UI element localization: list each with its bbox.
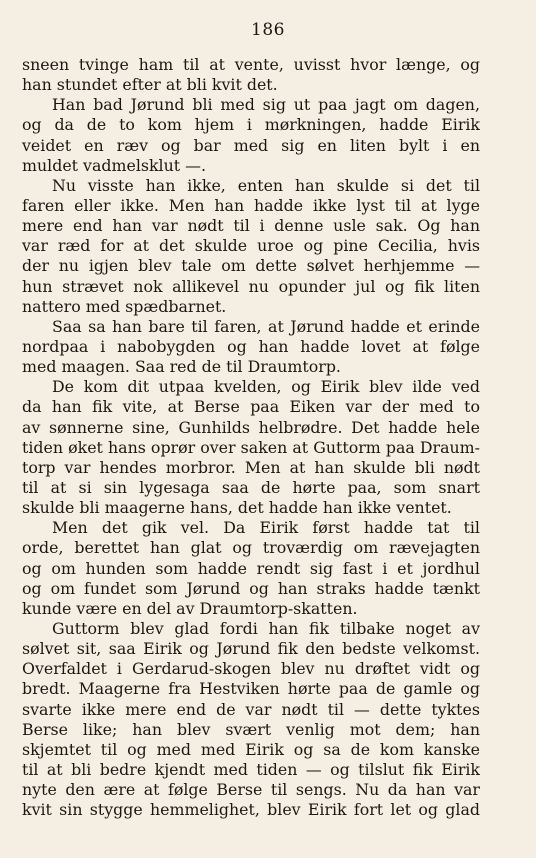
text-line: kvit sin stygge hemmelighet, blev Eirik fort let og glad	[22, 800, 480, 820]
text-line: Saa sa han bare til faren, at Jørund hadde et erinde	[52, 316, 480, 336]
text-line: skulde bli maagerne hans, det hadde han ikke ventet.	[22, 498, 452, 518]
text-line: Guttorm blev glad fordi han fik tilbake noget av	[52, 618, 480, 638]
text-line: kunde være en del av Draumtorp-skatten.	[22, 598, 358, 618]
text-line: mere end han var nødt til i denne usle sak. Og han	[22, 216, 480, 236]
text-line: og om hunden som hadde rendt sig fast i et jordhul	[22, 558, 480, 578]
text-line: faren eller ikke. Men han hadde ikke lyst til at lyge	[22, 195, 480, 215]
body-text	[22, 55, 480, 820]
text-line: Berse like; han blev svært venlig mot dem; han	[22, 719, 480, 739]
text-line: nattero med spædbarnet.	[22, 296, 227, 316]
text-line: av sønnerne sine, Gunhilds helbrødre. Det hadde hele	[22, 417, 480, 437]
text-line: til at bli bedre kjendt med tiden — og tilslut fik Eirik	[22, 759, 480, 779]
text-line: til at si sin lygesaga saa de hørte paa, som snart	[22, 477, 480, 497]
text-line: orde, berettet han glat og troværdig om rævejagten	[22, 538, 480, 558]
text-line: hun strævet nok allikevel nu opunder jul og fik liten	[22, 276, 480, 296]
text-line: og da de to kom hjem i mørkningen, hadde Eirik	[22, 115, 480, 135]
text-line: der nu igjen blev tale om dette sølvet herhjemme —	[22, 256, 480, 276]
text-line: var ræd for at det skulde uroe og pine Cecilia, hvis	[22, 236, 480, 256]
text-line: muldet vadmelsklut —.	[22, 155, 206, 175]
text-line: Nu visste han ikke, enten han skulde si det til	[52, 175, 480, 195]
text-line: sneen tvinge ham til at vente, uvisst hvor længe, og	[22, 55, 480, 74]
text-line: bredt. Maagerne fra Hestviken hørte paa de gamle og	[22, 679, 480, 699]
text-line: De kom dit utpaa kvelden, og Eirik blev ilde ved	[52, 377, 480, 397]
text-line: nyte den ære at følge Berse til sengs. Nu da han var	[22, 780, 480, 800]
text-line: han stundet efter at bli kvit det.	[22, 75, 278, 95]
text-line: Overfaldet i Gerdarud-skogen blev nu drøftet vidt og	[22, 659, 480, 679]
text-line: med maagen. Saa red de til Draumtorp.	[22, 357, 341, 377]
page-number: 186	[251, 20, 285, 40]
text-line: og om fundet som Jørund og han straks hadde tænkt	[22, 578, 480, 598]
text-line: torp var hendes morbror. Men at han skulde bli nødt	[22, 457, 480, 477]
text-line: Men det gik vel. Da Eirik først hadde tat til	[52, 518, 480, 538]
text-line: nordpaa i nabobygden og han hadde lovet at følge	[22, 336, 480, 356]
text-line: skjemtet til og med med Eirik og sa de kom kanske	[22, 739, 480, 759]
text-line: da han fik vite, at Berse paa Eiken var der med to	[22, 397, 480, 417]
text-line: svarte ikke mere end de var nødt til — dette tyktes	[22, 699, 480, 719]
text-line: Han bad Jørund bli med sig ut paa jagt om dagen,	[52, 95, 480, 115]
text-line: sølvet sit, saa Eirik og Jørund fik den bedste velkomst.	[22, 639, 480, 659]
text-line: veidet en ræv og bar med sig en liten bylt i en	[22, 135, 480, 155]
text-line: tiden øket hans oprør over saken at Guttorm paa Draum-	[22, 437, 480, 457]
